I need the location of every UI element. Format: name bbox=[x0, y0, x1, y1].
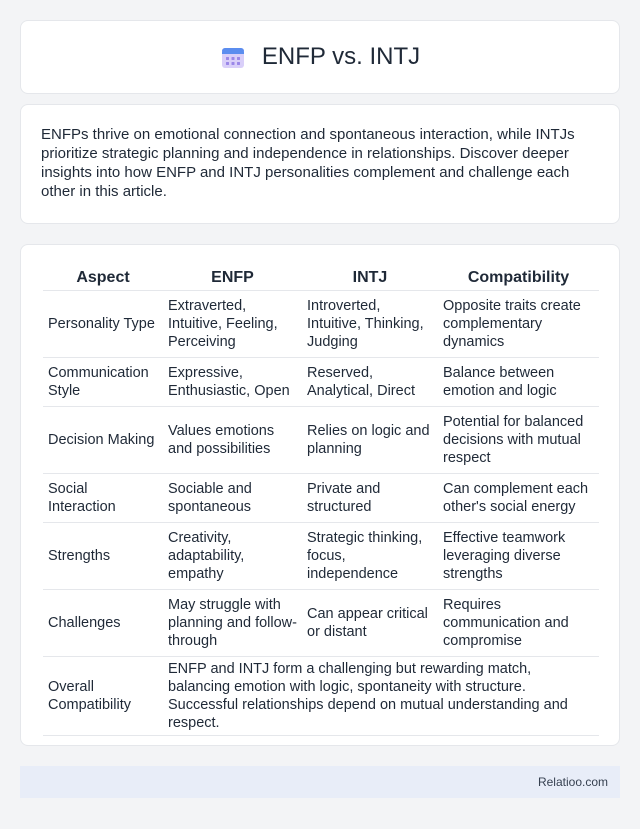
cell-compatibility: Effective teamwork leveraging diverse strengths bbox=[438, 522, 599, 589]
cell-enfp: Creativity, adaptability, empathy bbox=[163, 522, 302, 589]
cell-aspect: Challenges bbox=[43, 589, 163, 656]
calendar-icon bbox=[220, 44, 246, 70]
table-row bbox=[43, 357, 599, 406]
cell-aspect: Communication Style bbox=[43, 357, 163, 406]
cell-aspect: Social Interaction bbox=[43, 473, 163, 522]
comparison-table-card bbox=[20, 244, 620, 746]
table-row bbox=[43, 290, 599, 357]
cell-intj: Private and structured bbox=[302, 473, 438, 522]
table-row bbox=[43, 406, 599, 473]
header-aspect: Aspect bbox=[43, 263, 163, 290]
comparison-table bbox=[43, 263, 599, 736]
cell-compatibility: Balance between emotion and logic bbox=[438, 357, 599, 406]
cell-intj: Introverted, Intuitive, Thinking, Judging bbox=[302, 290, 438, 357]
cell-intj: Strategic thinking, focus, independence bbox=[302, 522, 438, 589]
footer bbox=[20, 766, 620, 798]
header-intj: INTJ bbox=[302, 263, 438, 290]
table-header-row bbox=[43, 263, 599, 290]
cell-compatibility: Opposite traits create complementary dynamics bbox=[438, 290, 599, 357]
cell-enfp: Expressive, Enthusiastic, Open bbox=[163, 357, 302, 406]
cell-intj: Relies on logic and planning bbox=[302, 406, 438, 473]
cell-compatibility: Can complement each other's social energy bbox=[438, 473, 599, 522]
cell-intj: Can appear critical or distant bbox=[302, 589, 438, 656]
intro-text: ENFPs thrive on emotional connection and spontaneous interaction, while INTJs prioritize strategic planning and independence in relationships. Discover deeper insights into how ENFP and INTJ personalities complement and challenge each other in this article. bbox=[41, 126, 575, 200]
cell-enfp: Values emotions and possibilities bbox=[163, 406, 302, 473]
cell-compatibility: Potential for balanced decisions with mutual respect bbox=[438, 406, 599, 473]
page-title: ENFP vs. INTJ bbox=[261, 43, 421, 70]
header-compatibility: Compatibility bbox=[438, 263, 599, 290]
cell-enfp: Sociable and spontaneous bbox=[163, 473, 302, 522]
intro-card bbox=[20, 104, 620, 224]
table-row bbox=[43, 589, 599, 656]
table-row-overall bbox=[43, 656, 599, 735]
cell-compatibility: Requires communication and compromise bbox=[438, 589, 599, 656]
footer-brand[interactable]: Relatioo.com bbox=[537, 775, 608, 789]
header-card bbox=[20, 20, 620, 94]
table-row bbox=[43, 473, 599, 522]
cell-aspect: Overall Compatibility bbox=[43, 656, 163, 735]
cell-aspect: Personality Type bbox=[43, 290, 163, 357]
table-row bbox=[43, 522, 599, 589]
cell-aspect: Strengths bbox=[43, 522, 163, 589]
cell-intj: Reserved, Analytical, Direct bbox=[302, 357, 438, 406]
header-enfp: ENFP bbox=[163, 263, 302, 290]
cell-overall-summary: ENFP and INTJ form a challenging but rewarding match, balancing emotion with logic, spontaneity with structure. Successful relationships depend on mutual understanding and respect. bbox=[163, 656, 599, 735]
cell-aspect: Decision Making bbox=[43, 406, 163, 473]
cell-enfp: May struggle with planning and follow-through bbox=[163, 589, 302, 656]
cell-enfp: Extraverted, Intuitive, Feeling, Perceiving bbox=[163, 290, 302, 357]
